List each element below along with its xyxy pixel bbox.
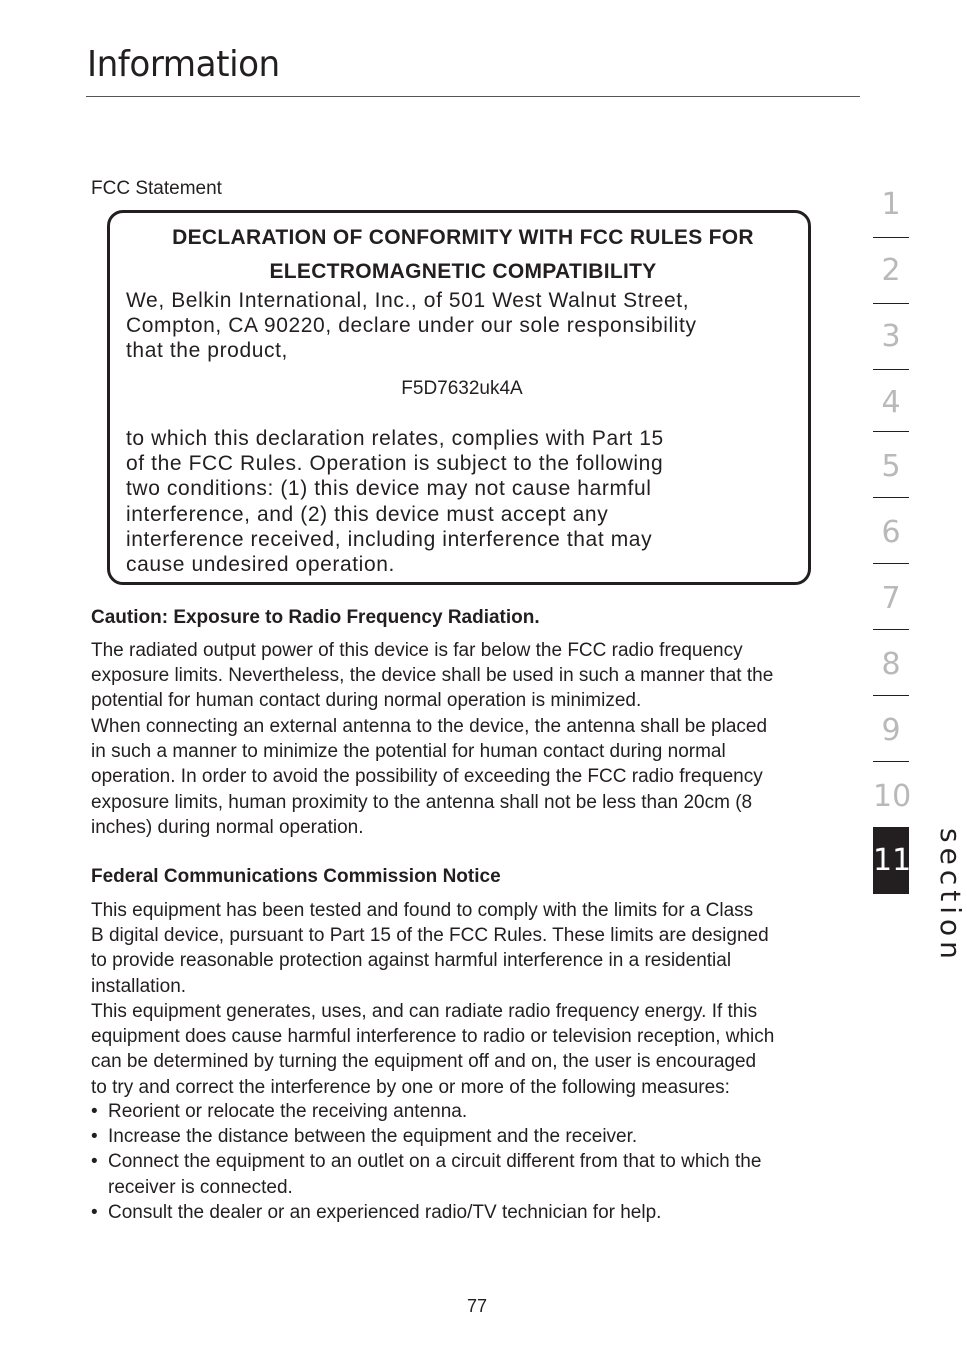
text-line: potential for human contact during normal operation is minimized. [91, 690, 642, 712]
section-nav-item-9[interactable]: 9 [881, 713, 901, 748]
bullet-icon: • [91, 1201, 98, 1223]
text-line: Compton, CA 90220, declare under our sole responsibility [126, 314, 697, 338]
text-line: exposure limits. Nevertheless, the device shall be used in such a manner that the [91, 665, 774, 687]
text-line: operation. In order to avoid the possibility of exceeding the FCC radio frequency [91, 766, 763, 788]
list-item [91, 1124, 871, 1149]
section-nav-divider [873, 695, 909, 696]
text-line: This equipment generates, uses, and can radiate radio frequency energy. If this [91, 1001, 758, 1022]
section-nav-item-11-active[interactable]: 11 [873, 828, 909, 894]
text-line: that the product, [126, 339, 288, 363]
bullet-icon: • [91, 1151, 98, 1173]
text-line: B digital device, pursuant to Part 15 of the FCC Rules. These limits are designed [91, 925, 769, 947]
text-line: Consult the dealer or an experienced radio/TV technician for help. [108, 1201, 662, 1223]
section-nav-divider [873, 497, 909, 498]
caution-paragraph-1 [91, 638, 871, 714]
section-nav-divider [873, 629, 909, 630]
bullet-icon: • [91, 1101, 98, 1122]
text-line: The radiated output power of this device is far below the FCC radio frequency [91, 640, 743, 661]
section-nav-divider [873, 431, 909, 432]
section-label: section [934, 828, 967, 964]
text-line: of the FCC Rules. Operation is subject to the following [126, 452, 664, 476]
fcc-notice-paragraph-2 [91, 999, 871, 1100]
list-item [91, 1149, 871, 1199]
page-number: 77 [466, 1296, 488, 1316]
title-divider [86, 96, 860, 97]
text-line: We, Belkin International, Inc., of 501 West Walnut Street, [126, 289, 690, 312]
section-nav-item-3[interactable]: 3 [881, 319, 901, 354]
section-nav-divider [873, 761, 909, 762]
section-nav-item-10[interactable]: 10 [873, 779, 912, 814]
text-line: cause undesired operation. [126, 553, 395, 577]
declaration-intro [126, 288, 697, 364]
text-line: This equipment has been tested and found to comply with the limits for a Class [91, 900, 754, 921]
text-line: Connect the equipment to an outlet on a circuit different from that to which the [108, 1151, 762, 1173]
measures-list [91, 1099, 871, 1225]
text-line: can be determined by turning the equipment off and on, the user is encouraged [91, 1051, 757, 1073]
section-nav-item-7[interactable]: 7 [881, 581, 901, 616]
section-nav-item-8[interactable]: 8 [881, 647, 901, 682]
text-line: When connecting an external antenna to the device, the antenna shall be placed [91, 716, 768, 737]
text-line: equipment does cause harmful interference to radio or television reception, which [91, 1026, 775, 1048]
list-item [91, 1200, 871, 1225]
text-line: Reorient or relocate the receiving antenna. [108, 1101, 468, 1122]
text-line: exposure limits, human proximity to the antenna shall not be less than 20cm (8 [91, 791, 753, 813]
product-code: F5D7632uk4A [401, 378, 523, 399]
text-line: Increase the distance between the equipment and the receiver. [108, 1126, 638, 1148]
list-item [91, 1099, 871, 1124]
text-line: interference, and (2) this device must accept any [126, 502, 609, 526]
section-nav-item-2[interactable]: 2 [881, 253, 901, 288]
text-line: to provide reasonable protection against harmful interference in a residential [91, 950, 732, 972]
text-line: receiver is connected. [108, 1176, 293, 1198]
declaration-heading-line2: ELECTROMAGNETIC COMPATIBILITY [269, 260, 657, 283]
section-nav-divider [873, 563, 909, 564]
section-nav-item-6[interactable]: 6 [881, 515, 901, 550]
page-title: Information [87, 44, 280, 85]
section-nav-item-5[interactable]: 5 [881, 449, 901, 484]
text-line: two conditions: (1) this device may not cause harmful [126, 477, 652, 501]
fcc-statement-label: FCC Statement [91, 178, 222, 199]
section-nav-item-1[interactable]: 1 [881, 187, 901, 222]
caution-paragraph-2 [91, 714, 871, 840]
bullet-icon: • [91, 1126, 98, 1148]
text-line: interference received, including interference that may [126, 527, 653, 551]
text-line: in such a manner to minimize the potential for human contact during normal [91, 741, 726, 763]
declaration-conditions [126, 426, 664, 577]
fcc-notice-paragraph-1 [91, 898, 871, 999]
section-nav-item-4[interactable]: 4 [881, 385, 901, 420]
text-line: to try and correct the interference by one or more of the following measures: [91, 1076, 730, 1098]
fcc-notice-heading: Federal Communications Commission Notice [91, 866, 501, 887]
text-line: inches) during normal operation. [91, 816, 364, 838]
caution-heading: Caution: Exposure to Radio Frequency Radiation. [91, 607, 540, 628]
text-line: to which this declaration relates, complies with Part 15 [126, 427, 664, 450]
text-line: installation. [91, 975, 187, 997]
declaration-heading-line1: DECLARATION OF CONFORMITY WITH FCC RULES FOR [172, 226, 754, 249]
